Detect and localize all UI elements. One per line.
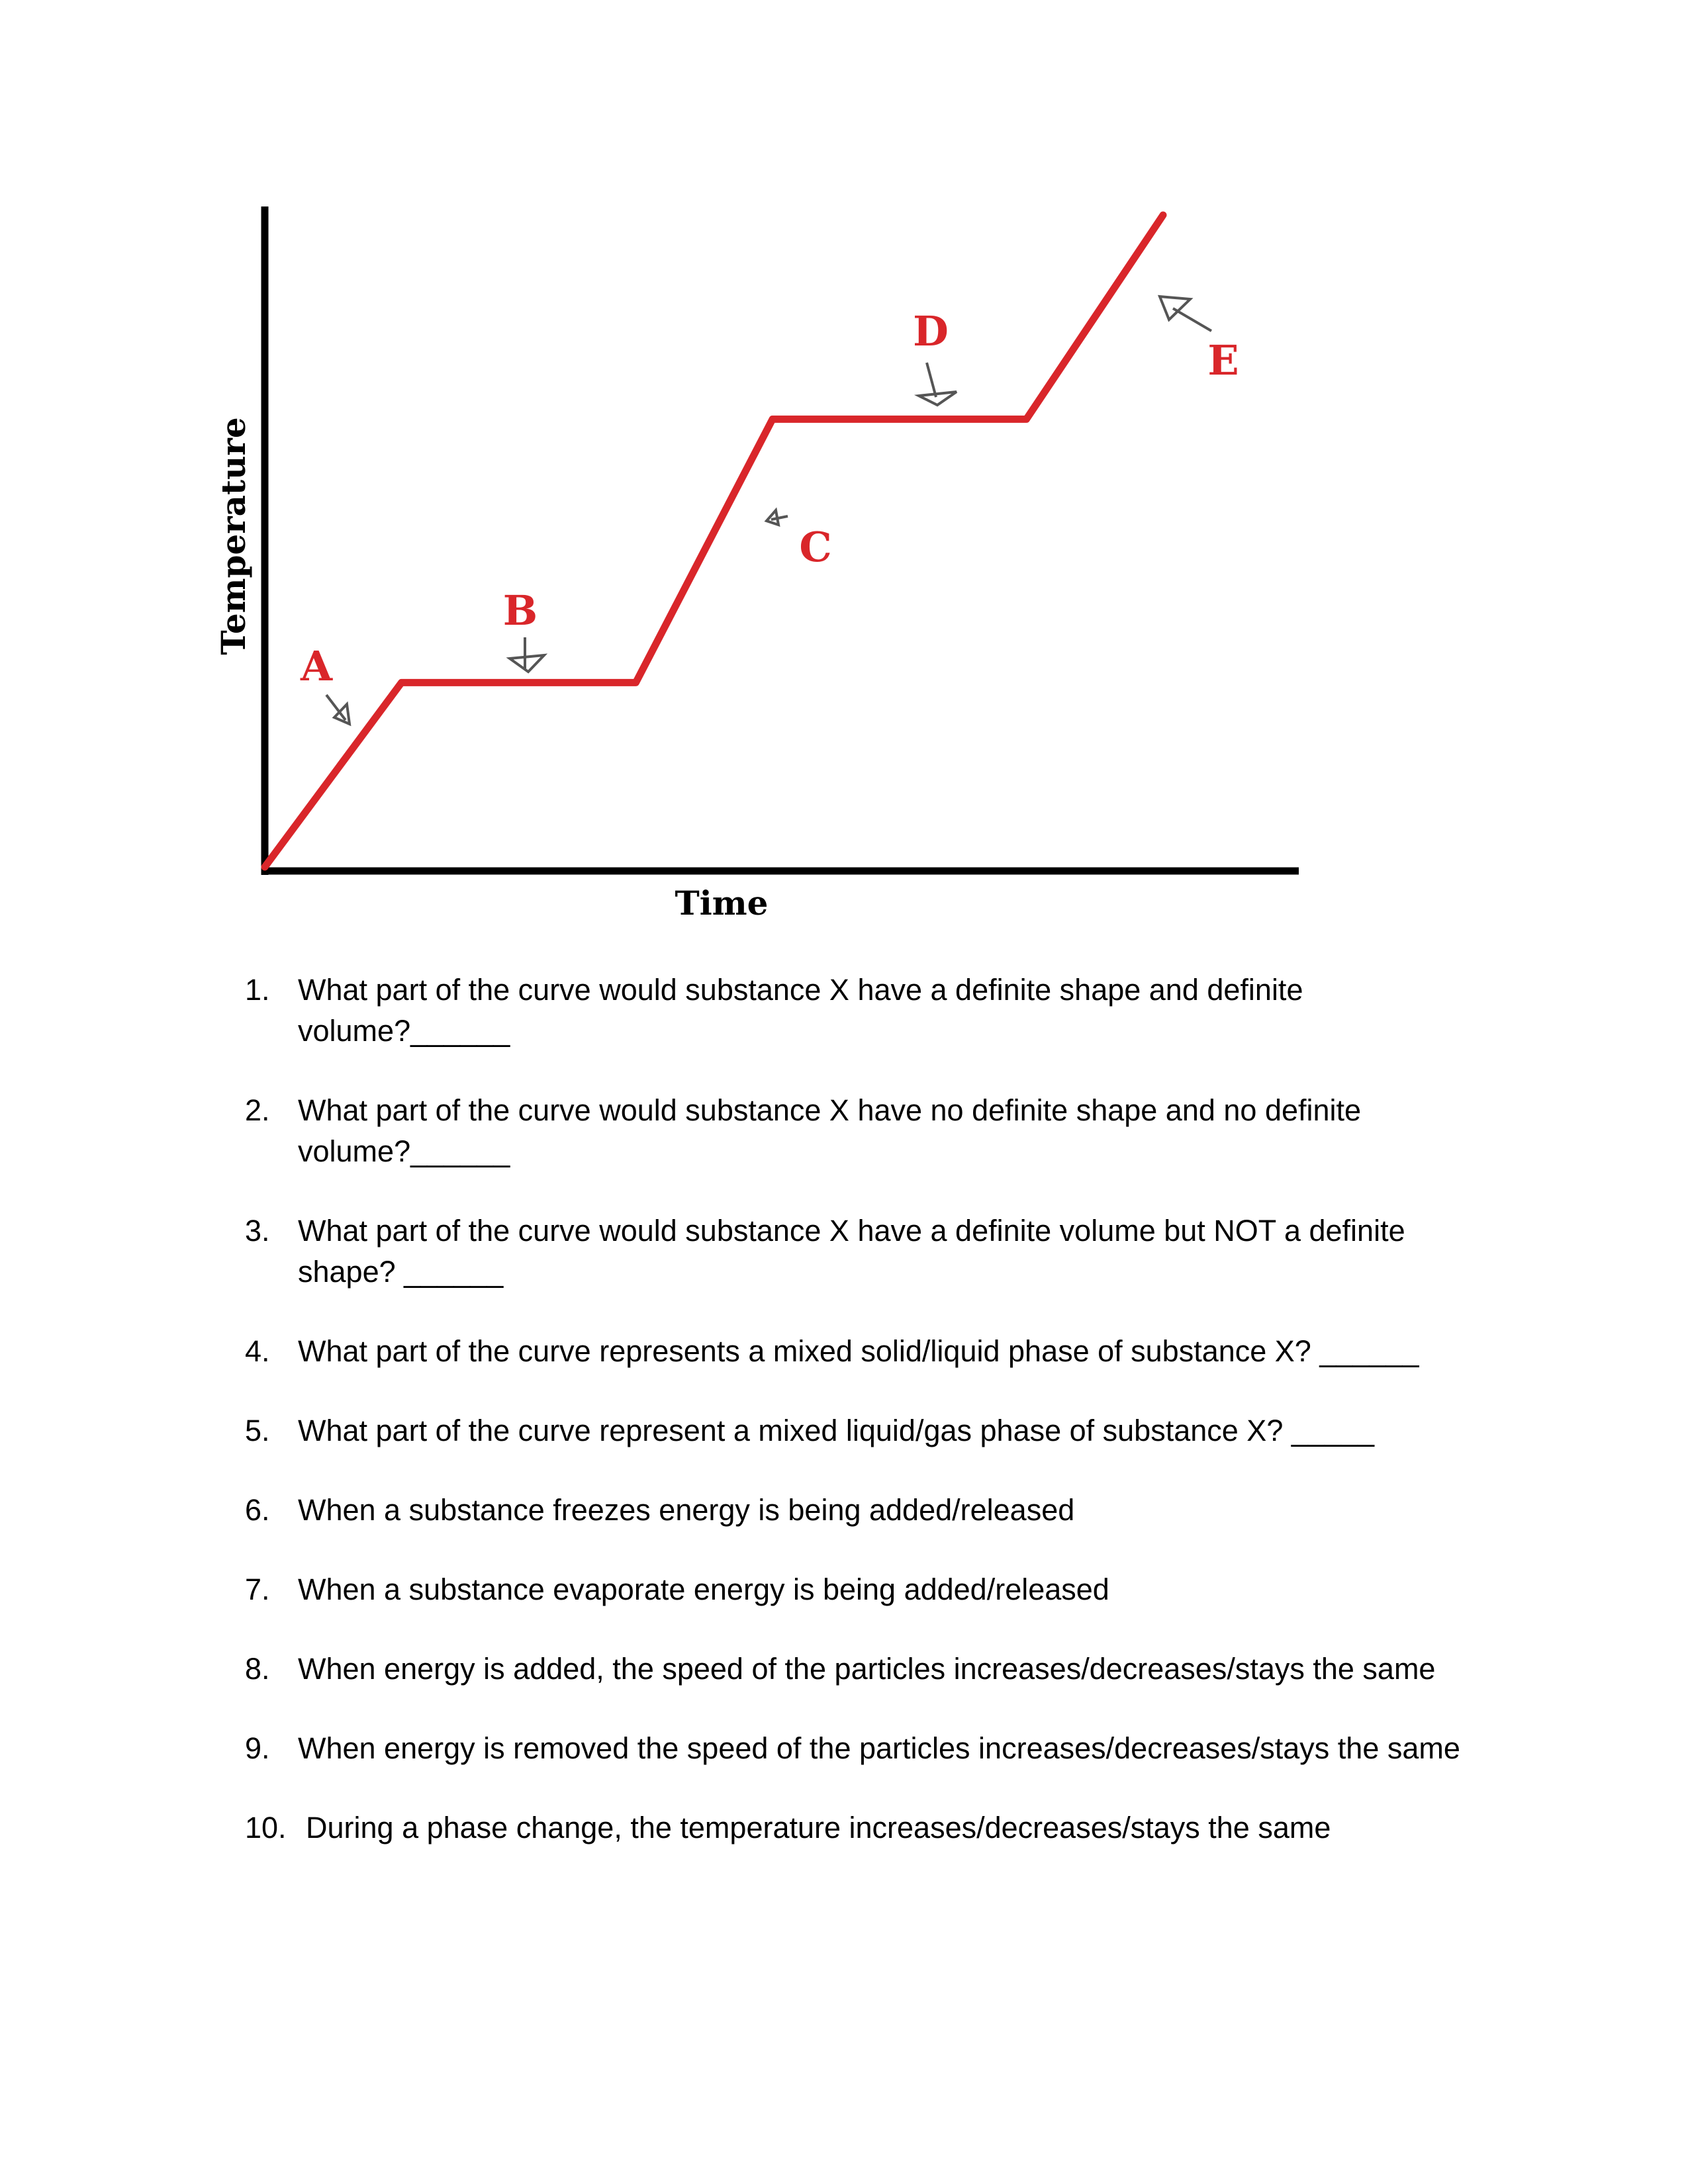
y-axis-title: Temperature bbox=[214, 417, 253, 655]
question-item bbox=[245, 970, 1542, 1052]
segment-label-c: C bbox=[799, 523, 832, 571]
question-number: 6. bbox=[245, 1493, 270, 1527]
question-text: What part of the curve would substance X have no definite shape and no definite volume?______ bbox=[298, 1093, 1362, 1168]
arrow-a-icon bbox=[326, 695, 350, 724]
question-item bbox=[245, 1410, 1542, 1451]
question-number: 10. bbox=[245, 1811, 287, 1844]
arrow-c-icon bbox=[767, 510, 788, 525]
heating-curve-line bbox=[265, 215, 1163, 867]
question-list bbox=[245, 970, 1542, 1848]
question-item bbox=[245, 1728, 1542, 1769]
segment-label-d: D bbox=[913, 307, 949, 355]
arrow-e-icon bbox=[1160, 296, 1211, 331]
question-text: What part of the curve represent a mixed liquid/gas phase of substance X? _____ bbox=[298, 1414, 1374, 1447]
question-item bbox=[245, 1649, 1542, 1690]
arrow-d-icon bbox=[919, 363, 957, 405]
question-text: When a substance evaporate energy is being added/released bbox=[298, 1572, 1109, 1606]
question-text: What part of the curve represents a mixed solid/liquid phase of substance X? ______ bbox=[298, 1334, 1419, 1368]
question-number: 3. bbox=[245, 1214, 270, 1248]
question-number: 9. bbox=[245, 1731, 270, 1765]
question-number: 2. bbox=[245, 1093, 270, 1127]
question-text: When a substance freezes energy is being added/released bbox=[298, 1493, 1075, 1527]
question-number: 5. bbox=[245, 1414, 270, 1447]
question-text: What part of the curve would substance X have a definite shape and definite volume?______ bbox=[298, 973, 1303, 1048]
question-item bbox=[245, 1490, 1542, 1531]
question-text: When energy is removed the speed of the particles increases/decreases/stays the same bbox=[298, 1731, 1460, 1765]
question-number: 4. bbox=[245, 1334, 270, 1368]
question-number: 1. bbox=[245, 973, 270, 1007]
question-number: 8. bbox=[245, 1652, 270, 1686]
segment-label-b: B bbox=[502, 586, 538, 635]
question-text: During a phase change, the temperature increases/decreases/stays the same bbox=[306, 1811, 1331, 1844]
x-axis-title: Time bbox=[675, 884, 769, 923]
question-number: 7. bbox=[245, 1572, 270, 1606]
question-text: What part of the curve would substance X have a definite volume but NOT a definite shape? ______ bbox=[298, 1214, 1405, 1289]
segment-label-e: E bbox=[1207, 336, 1239, 385]
question-text: When energy is added, the speed of the particles increases/decreases/stays the same bbox=[298, 1652, 1436, 1686]
heating-curve-chart bbox=[0, 0, 1688, 960]
question-item bbox=[245, 1569, 1542, 1610]
segment-label-a: A bbox=[300, 642, 333, 690]
arrow-b-icon bbox=[510, 637, 544, 672]
question-item bbox=[245, 1331, 1542, 1372]
question-item bbox=[245, 1807, 1542, 1848]
question-item bbox=[245, 1090, 1542, 1172]
question-item bbox=[245, 1210, 1542, 1293]
